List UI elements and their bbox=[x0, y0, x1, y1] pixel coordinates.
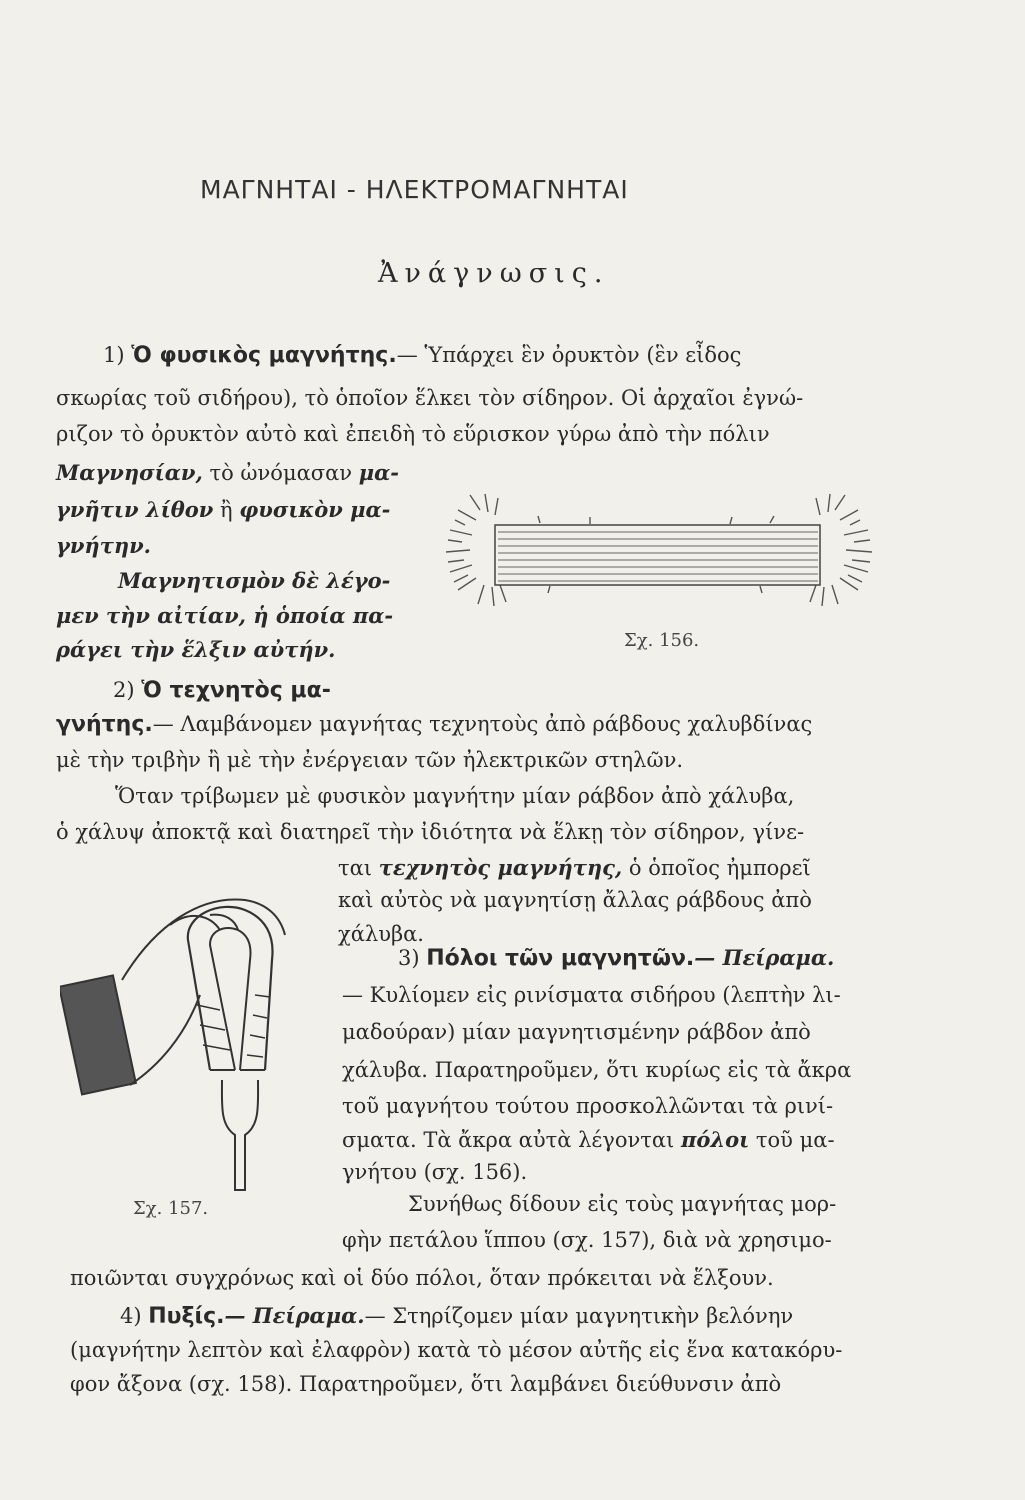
section1-line7: Μαγνητισμὸν δὲ λέγο- bbox=[118, 568, 391, 593]
figure-157-horseshoe-magnet bbox=[60, 885, 340, 1195]
section1-line2: σκωρίας τοῦ σιδήρου), τὸ ὁποῖον ἕλκει τὸν σίδηρον. Οἱ ἀρχαῖοι ἐγνώ- bbox=[56, 386, 804, 410]
section3-line7: Συνήθως δίδουν εἰς τοὺς μαγνήτας μορ- bbox=[408, 1192, 837, 1216]
section1-line4 bbox=[56, 460, 399, 485]
section4-line1: — Στηρίζομεν μίαν μαγνητικὴν βελόνην bbox=[364, 1304, 794, 1328]
section2-line1 bbox=[56, 712, 812, 737]
section3-line6: γνήτου (σχ. 156). bbox=[342, 1160, 528, 1184]
section4-line2: (μαγνήτην λεπτὸν καὶ ἐλαφρὸν) κατὰ τὸ μέσον αὐτῆς εἰς ἕνα κατακόρυ- bbox=[70, 1338, 843, 1362]
page-subtitle: Ἀνάγνωσις. bbox=[378, 258, 610, 289]
section2-heading-a: Ὁ τεχνητὸς μα- bbox=[141, 678, 331, 703]
section1-first-line bbox=[103, 343, 741, 368]
section2-line1-text: — Λαμβάνομεν μαγνήτας τεχνητοὺς ἀπὸ ράβδους χαλυβδίνας bbox=[152, 712, 813, 736]
term-magnesia: Μαγνησίαν, bbox=[56, 460, 203, 485]
section3-heading: Πόλοι τῶν μαγνητῶν. bbox=[426, 946, 695, 971]
section2-heading-b: γνήτης. bbox=[56, 712, 153, 737]
section3-line8: φὴν πετάλου ἵππου (σχ. 157), διὰ νὰ χρησιμο- bbox=[342, 1228, 832, 1252]
section2-first-line bbox=[113, 678, 331, 703]
term-physikon: φυσικὸν μα- bbox=[239, 497, 391, 522]
figure-156-caption: Σχ. 156. bbox=[624, 630, 700, 651]
section3-line9: ποιῶνται συγχρόνως καὶ οἱ δύο πόλοι, ὅταν πρόκειται νὰ ἕλξουν. bbox=[70, 1266, 774, 1290]
section3-line4: τοῦ μαγνήτου τούτου προσκολλῶνται τὰ ρινί- bbox=[342, 1094, 834, 1118]
section1-line8: μεν τὴν αἰτίαν, ἡ ὁποία πα- bbox=[56, 603, 394, 628]
term-magnetin-lithon: γνῆτιν λίθον bbox=[56, 497, 214, 522]
section3-line3: χάλυβα. Παρατηροῦμεν, ὅτι κυρίως εἰς τὰ ἄκρα bbox=[342, 1058, 852, 1082]
section4-first-line bbox=[120, 1303, 793, 1329]
term-poloi: πόλοι bbox=[680, 1127, 750, 1152]
section2-line2: μὲ τὴν τριβὴν ἢ μὲ τὴν ἐνέργειαν τῶν ἠλεκτρικῶν στηλῶν. bbox=[56, 748, 684, 772]
figure-156-bar-magnet bbox=[440, 490, 880, 620]
section4-line3: φον ἄξονα (σχ. 158). Παρατηροῦμεν, ὅτι λαμβάνει διεύθυνσιν ἀπὸ bbox=[70, 1372, 782, 1396]
section3-line5-text-c: τοῦ μα- bbox=[749, 1128, 835, 1152]
section1-number: 1) bbox=[103, 343, 125, 367]
figure-157-caption: Σχ. 157. bbox=[133, 1198, 209, 1219]
section2-line3: Ὅταν τρίβωμεν μὲ φυσικὸν μαγνήτην μίαν ράβδον ἀπὸ χάλυβα, bbox=[115, 784, 795, 808]
section3-experiment-label: — Πείραμα. bbox=[694, 945, 835, 970]
section3-number: 3) bbox=[398, 946, 420, 970]
section4-heading: Πυξίς. bbox=[148, 1304, 225, 1329]
section2-line4: ὁ χάλυψ ἀποκτᾷ καὶ διατηρεῖ τὴν ἰδιότητα νὰ ἕλκῃ τὸν σίδηρον, γίνε- bbox=[56, 820, 805, 844]
section2-line5 bbox=[338, 855, 811, 880]
section3-line2: μαδούραν) μίαν μαγνητισμένην ράβδον ἀπὸ bbox=[342, 1020, 811, 1044]
section4-number: 4) bbox=[120, 1304, 142, 1328]
section2-line5-text-a: ται bbox=[338, 856, 379, 880]
section1-line9: ράγει τὴν ἕλξιν αὐτήν. bbox=[56, 637, 336, 662]
section4-experiment-label: — Πείραμα. bbox=[224, 1303, 365, 1328]
section2-line7: χάλυβα. bbox=[338, 922, 424, 946]
section3-line5 bbox=[342, 1127, 835, 1152]
section3-first-line bbox=[398, 945, 834, 971]
section1-line5 bbox=[56, 497, 390, 522]
section1-heading: Ὁ φυσικὸς μαγνήτης. bbox=[131, 343, 397, 368]
section3-line5-text-a: σματα. Τὰ ἄκρα αὐτὰ λέγονται bbox=[342, 1128, 681, 1152]
section1-line6: γνήτην. bbox=[56, 533, 151, 558]
section2-line6: καὶ αὐτὸς νὰ μαγνητίσῃ ἄλλας ράβδους ἀπὸ bbox=[338, 888, 812, 912]
page-title: ΜΑΓΝΗΤΑΙ - ΗΛΕΚΤΡΟΜΑΓΝΗΤΑΙ bbox=[200, 175, 629, 204]
section1-line5-text: ἢ bbox=[213, 498, 240, 522]
section1-line3: ριζον τὸ ὀρυκτὸν αὐτὸ καὶ ἐπειδὴ τὸ εὕρισκον γύρω ἀπὸ τὴν πόλιν bbox=[56, 422, 770, 446]
term-ma: μα- bbox=[358, 460, 399, 485]
section2-number: 2) bbox=[113, 678, 135, 702]
section1-line4-text: τὸ ὠνόμασαν bbox=[202, 461, 359, 485]
term-technetos: τεχνητὸς μαγνήτης, bbox=[378, 855, 623, 880]
section1-line1: — Ὑπάρχει ἓν ὀρυκτὸν (ἓν εἶδος bbox=[396, 343, 742, 367]
section3-line1: — Κυλίομεν εἰς ρινίσματα σιδήρου (λεπτὴν λι- bbox=[342, 983, 841, 1007]
section2-line5-text-c: ὁ ὁποῖος ἠμπορεῖ bbox=[622, 856, 811, 880]
